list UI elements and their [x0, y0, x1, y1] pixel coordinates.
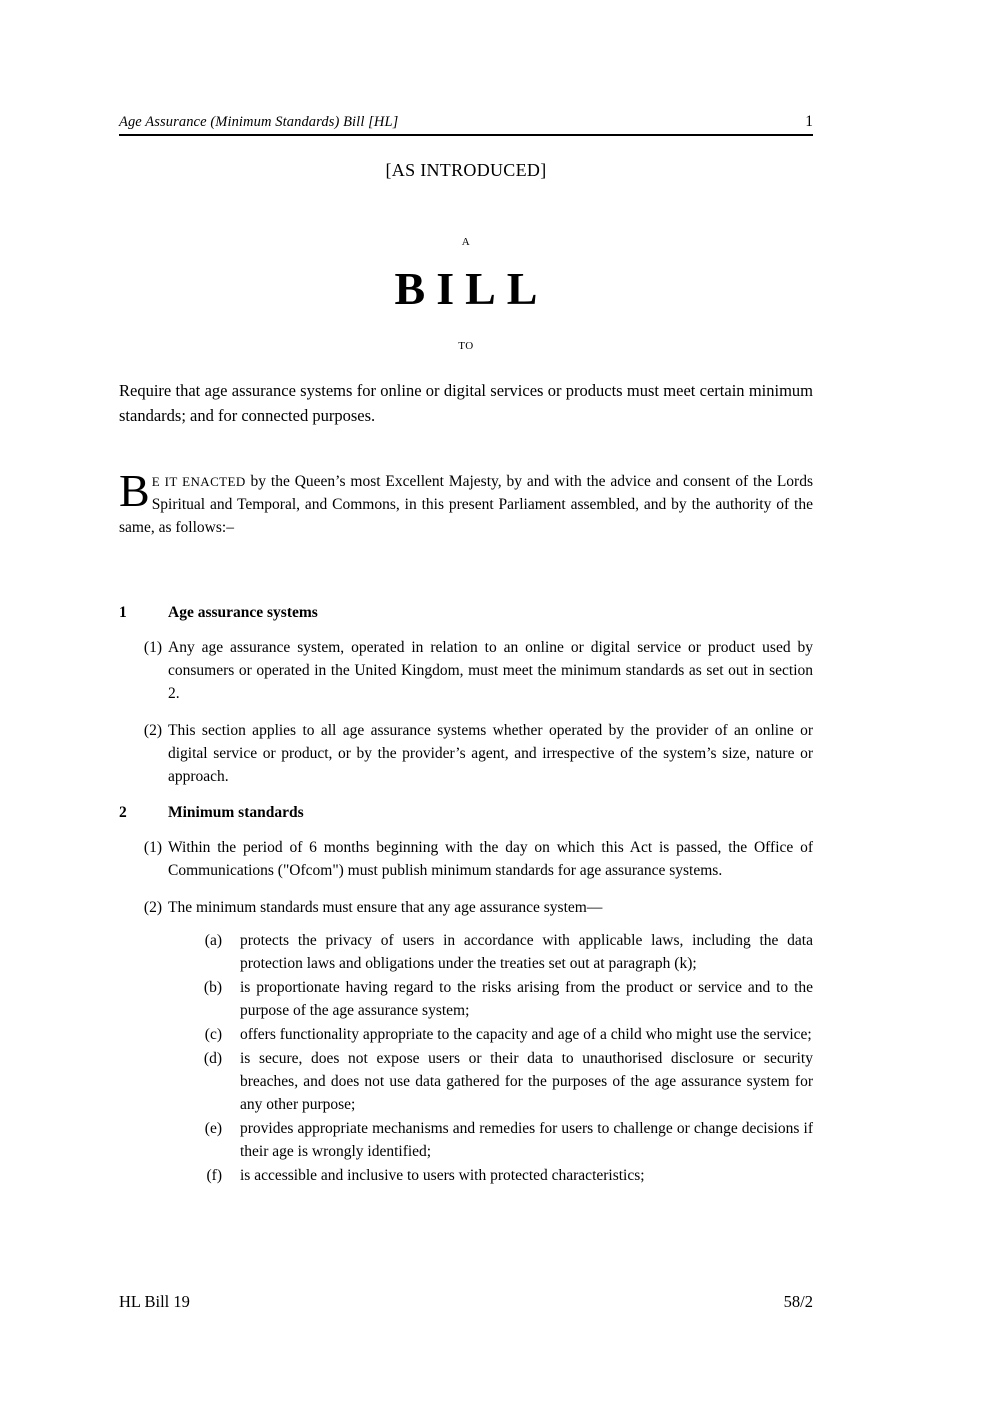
- paragraph: [0, 1023, 991, 1046]
- paragraph: [0, 1117, 991, 1163]
- paragraph: [0, 1047, 991, 1116]
- running-header-title: Age Assurance (Minimum Standards) Bill [HL]: [119, 114, 399, 130]
- paragraph-text: offers functionality appropriate to the capacity and age of a child who might use the service;: [240, 1026, 812, 1043]
- enacting-dropcap: B: [119, 465, 150, 516]
- paragraph-text: protects the privacy of users in accordance with applicable laws, including the data protection laws and obligations under the treaties set out at paragraph (k);: [240, 932, 813, 972]
- subsection: [0, 896, 991, 919]
- running-header: [119, 114, 813, 130]
- subsection-marker: (2): [143, 899, 162, 916]
- bill-stage-label: [AS INTRODUCED]: [385, 160, 547, 180]
- paragraph-marker: (a): [204, 932, 222, 949]
- section-heading: [0, 804, 991, 830]
- subsection-text: This section applies to all age assurance systems whether operated by the provider of an online or digital service or product, or by the provider’s agent, and irrespective of the system’s size, nature or approach.: [168, 722, 813, 785]
- paragraph-text: is accessible and inclusive to users with protected characteristics;: [240, 1167, 645, 1184]
- header-rule: [119, 134, 813, 136]
- section-title: Age assurance systems: [168, 604, 318, 621]
- enacting-formula: [119, 465, 813, 539]
- paragraph-marker: (c): [204, 1026, 222, 1043]
- paragraph-text: is proportionate having regard to the risks arising from the product or service and to the purpose of the age assurance system;: [240, 979, 813, 1019]
- enacting-smallcaps: E IT ENACTED: [151, 474, 246, 489]
- subsection-marker: (1): [143, 839, 162, 856]
- subsection: [0, 636, 991, 705]
- print-number: 58/2: [783, 1292, 813, 1311]
- subsection: [0, 836, 991, 882]
- enacting-text: by the Queen’s most Excellent Majesty, by and with the advice and consent of the Lords Spiritual and Temporal, and Commons, in this present Parliament assembled, and by the authority of the same, as follows:–: [119, 473, 813, 536]
- paragraph-marker: (b): [203, 979, 222, 996]
- title-article-a: A: [461, 236, 471, 248]
- section-number: 1: [119, 604, 127, 621]
- section-heading: [0, 604, 991, 630]
- subsection-text: Within the period of 6 months beginning with the day on which this Act is passed, the Office of Communications ("Ofcom") must publish minimum standards for age assurance systems.: [168, 839, 813, 879]
- bill-body: [0, 588, 991, 1188]
- subsection-text: The minimum standards must ensure that any age assurance system—: [168, 899, 603, 916]
- section: [0, 604, 991, 788]
- section: [0, 804, 991, 1187]
- section-title: Minimum standards: [168, 804, 304, 821]
- paragraph-list: [0, 929, 991, 1187]
- title-to-word: TO: [458, 340, 474, 352]
- subsection-marker: (1): [143, 639, 162, 656]
- paragraph: [0, 1164, 991, 1187]
- long-title: Require that age assurance systems for online or digital services or products must meet certain minimum standards; and for connected purposes.: [119, 381, 813, 425]
- paragraph-text: provides appropriate mechanisms and remedies for users to challenge or change decisions if their age is wrongly identified;: [240, 1120, 813, 1160]
- paragraph: [0, 976, 991, 1022]
- section-number: 2: [119, 804, 127, 821]
- paragraph-marker: (e): [204, 1120, 222, 1137]
- page-number: 1: [805, 113, 813, 130]
- paragraph: [0, 929, 991, 975]
- subsection: [0, 719, 991, 788]
- subsection-marker: (2): [143, 722, 162, 739]
- page-footer: [119, 1292, 813, 1312]
- bill-reference: HL Bill 19: [119, 1292, 190, 1311]
- paragraph-marker: (d): [203, 1050, 222, 1067]
- subsection-text: Any age assurance system, operated in relation to an online or digital service or product used by consumers or operated in the United Kingdom, must meet the minimum standards as set out in section 2.: [168, 639, 813, 702]
- paragraph-marker: (f): [206, 1167, 222, 1184]
- paragraph-text: is secure, does not expose users or their data to unauthorised disclosure or security breaches, and does not use data gathered for the purposes of the age assurance system for any other purpose;: [240, 1050, 813, 1113]
- title-bill-word: BILL: [394, 263, 549, 314]
